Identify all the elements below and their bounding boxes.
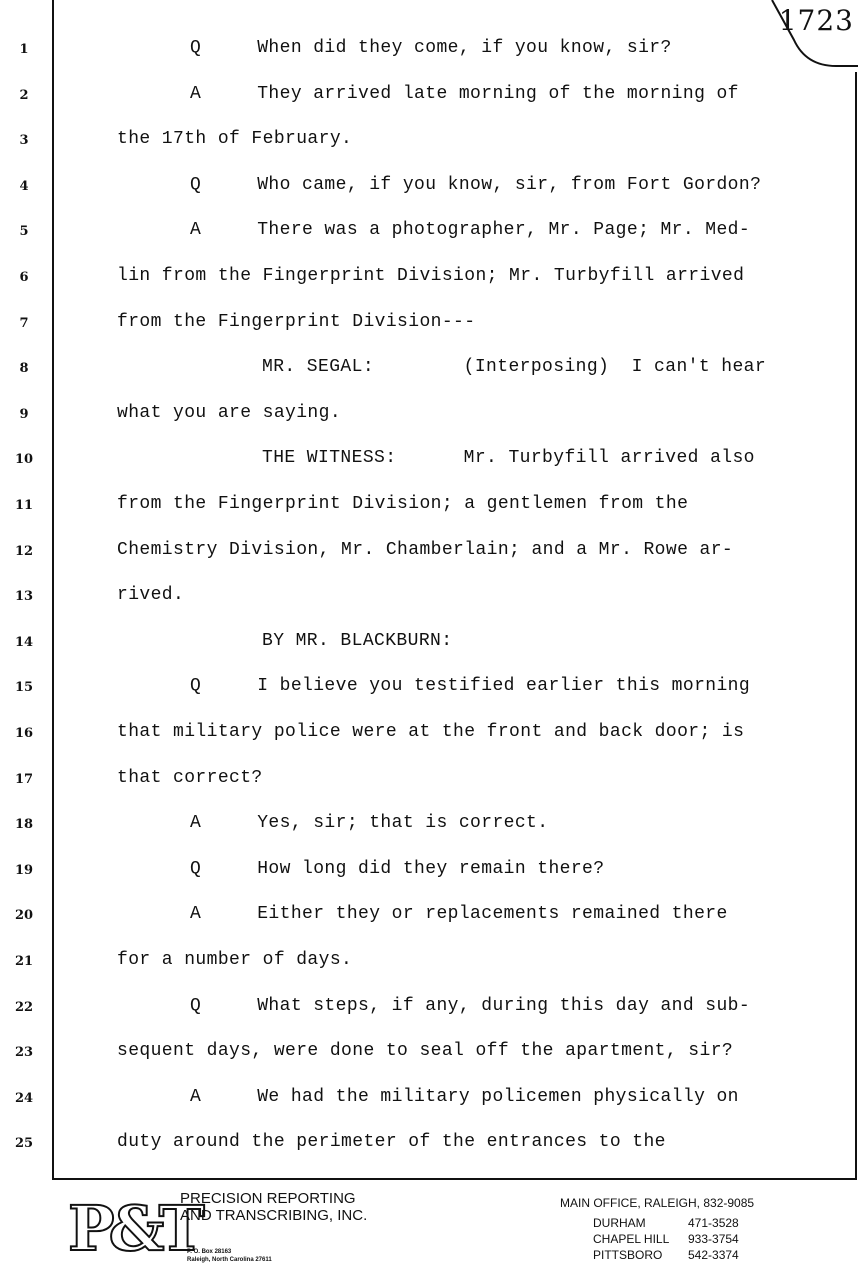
line-number: 15 [14,680,34,696]
office-city: DURHAM [593,1216,646,1230]
line-number: 21 [14,954,34,969]
transcript-line: A Either they or replacements remained there [190,904,728,925]
page-number: 1723 [778,4,854,37]
line-number: 11 [14,498,34,513]
company-name [180,1190,367,1224]
line-number: 25 [14,1136,34,1152]
transcript-line: Q How long did they remain there? [190,858,605,879]
line-number: 16 [14,726,34,741]
office-phone: 933-3754 [688,1232,739,1246]
company-name-line1: PRECISION REPORTING [180,1190,356,1207]
office-row [593,1215,754,1231]
office-city: PITTSBORO [593,1248,663,1262]
transcript-line: THE WITNESS: Mr. Turbyfill arrived also [262,448,755,469]
line-number: 8 [19,361,29,377]
line-number: 10 [14,452,34,468]
transcript-line: BY MR. BLACKBURN: [262,630,453,651]
line-number: 19 [14,862,34,878]
line-number: 24 [14,1090,34,1106]
transcript-line: what you are saying. [117,402,342,423]
footer [0,1180,860,1271]
line-number: 12 [14,543,34,559]
transcript-line: Q I believe you testified earlier this morning [190,676,751,697]
line-number: 17 [14,771,34,787]
transcript-line: that correct? [117,767,263,788]
line-number: 22 [14,999,34,1015]
transcript-line: that military police were at the front and back door; is [117,722,745,742]
main-office: MAIN OFFICE, RALEIGH, 832-9085 [560,1196,755,1210]
line-number: 3 [19,133,29,149]
line-number: 23 [14,1045,34,1061]
office-phone: 542-3374 [688,1248,739,1262]
office-phone: 471-3528 [688,1216,739,1230]
transcript-line: duty around the perimeter of the entrances to the [117,1132,666,1153]
transcript-line: Q When did they come, if you know, sir? [190,38,672,58]
transcript-line: A They arrived late morning of the morning of [190,83,739,104]
line-number: 14 [14,634,34,650]
address-line2: Raleigh, North Carolina 27611 [187,1257,272,1263]
line-number: 18 [14,817,34,833]
company-logo: P&T [68,1192,199,1265]
company-address [187,1248,272,1264]
transcript-line: from the Fingerprint Division--- [117,311,476,332]
line-number: 5 [19,224,29,240]
transcript-line: A Yes, sir; that is correct. [190,813,549,834]
office-row [593,1247,754,1263]
transcript-line: for a number of days. [117,950,353,970]
line-number: 2 [19,87,29,103]
transcript-line: the 17th of February. [117,129,353,150]
transcript-line: A There was a photographer, Mr. Page; Mr. Med- [190,220,751,241]
transcript-line: MR. SEGAL: (Interposing) I can't hear [262,357,767,378]
line-number: 9 [19,406,29,422]
line-number: 6 [19,270,29,285]
transcript-line: Q What steps, if any, during this day and sub- [190,995,751,1016]
transcript-line: A We had the military policemen physically on [190,1086,739,1107]
transcript-line: Q Who came, if you know, sir, from Fort Gordon? [190,174,762,195]
company-name-line2: AND TRANSCRIBING, INC. [180,1207,368,1224]
line-number: 13 [14,589,34,605]
line-number: 7 [19,315,29,331]
transcript-line: lin from the Fingerprint Division; Mr. Turbyfill arrived [117,266,745,286]
office-row [593,1231,754,1247]
address-line1: P. O. Box 28163 [187,1249,232,1255]
office-list [560,1196,754,1263]
office-city: CHAPEL HILL [593,1232,670,1246]
line-number: 1 [19,42,29,57]
transcript-line: rived. [117,585,185,606]
transcript-line: Chemistry Division, Mr. Chamberlain; and a Mr. Rowe ar- [117,539,734,560]
transcript-line: sequent days, were done to seal off the apartment, sir? [117,1041,734,1062]
transcript-line: from the Fingerprint Division; a gentlemen from the [117,494,689,514]
line-number: 4 [19,178,29,194]
line-number: 20 [14,908,34,924]
